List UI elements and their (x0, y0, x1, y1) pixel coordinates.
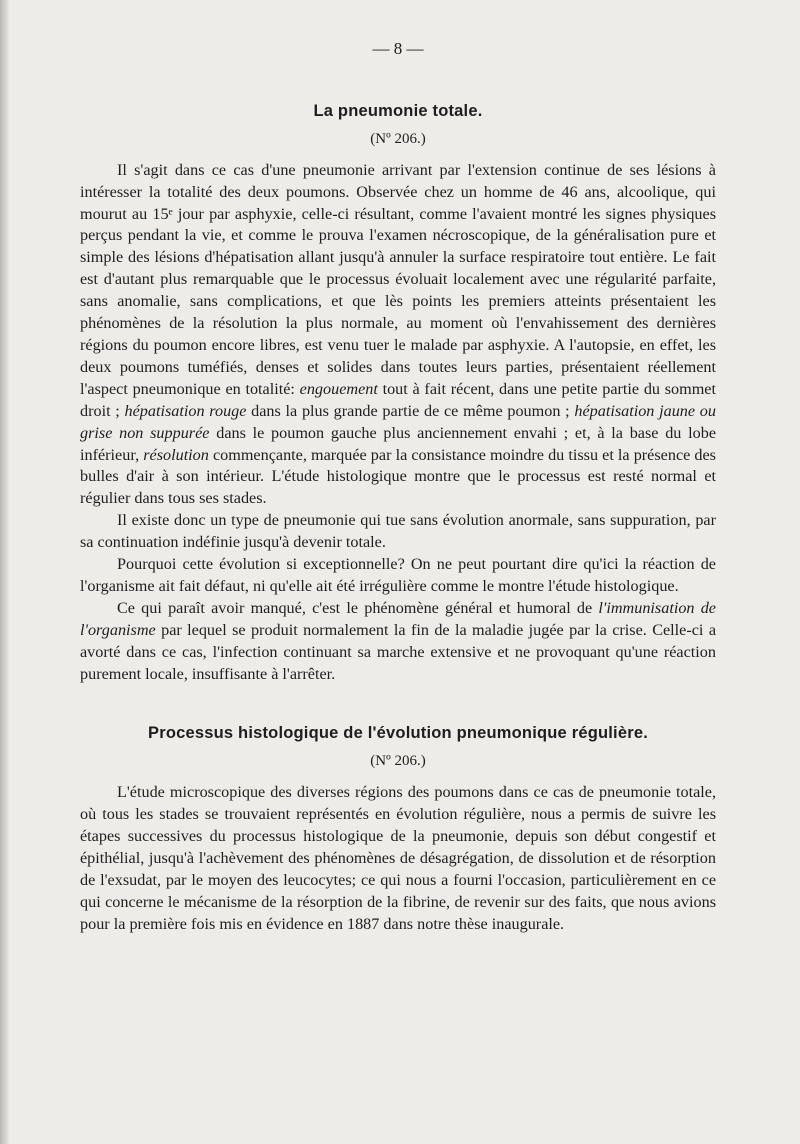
page-number: — 8 — (372, 39, 424, 58)
page-text (80, 38, 716, 936)
paragraph: Ce qui paraît avoir manqué, c'est le phénomène général et humoral de l'immunisation de l'organisme par lequel se produit normalement la fin de la maladie jugée par la crise. Celle-ci a avorté dans ce cas, l'infection continuant sa marche extensive et ne provoquant qu'une réaction purement locale, insuffisante à l'arrêter. (80, 598, 716, 683)
section-spacer (80, 685, 716, 723)
paragraph: Il s'agit dans ce cas d'une pneumonie arrivant par l'extension continue de ses lésions à intéresser la totalité des deux poumons. Observée chez un homme de 46 ans, alcoolique, qui mourut au 15ᵉ jour par asphyxie, celle-ci résultant, comme l'avaient montré les signes physiques perçus pendant la vie, et comme le prouva l'examen nécroscopique, de la généralisation pure et simple des lésions d'hépatisation allant jusqu'à annuler la surface respiratoire tout entière. Le fait est d'autant plus remarquable que le processus évoluait localement avec une régularité parfaite, sans anomalie, sans complications, et que lès points les premiers atteints présentaient les phénomènes de la résolution la plus normale, au moment où l'envahissement des dernières régions du poumon encore libres, est venu tuer le malade par asphyxie. A l'autopsie, en effet, les deux poumons tuméfiés, denses et solides dans toutes leurs parties, présentaient réellement l'aspect pneumonique en totalité: engouement tout à fait récent, dans une petite partie du sommet droit ; hépatisation rouge dans la plus grande partie de ce même poumon ; hépatisation jaune ou grise non suppurée dans le poumon gauche plus anciennement envahi ; et, à la base du lobe inférieur, résolution commençante, marquée par la consistance moindre du tissu et la présence des bulles d'air à son intérieur. L'étude histologique montre que le processus est resté normal et régulier dans tous ses stades. (80, 160, 717, 508)
page-edge-shadow (0, 0, 10, 1144)
section-title: La pneumonie totale. (313, 101, 483, 120)
paragraph: L'étude microscopique des diverses régions des poumons dans ce cas de pneumonie totale, où tous les stades se trouvaient représentés en évolution régulière, nous a permis de suivre les étapes successives du processus histologique de la pneumonie, depuis son début congestif et épithélial, jusqu'à l'achèvement des phénomènes de désagrégation, de dissolution et de résorption de l'exsudat, par le moyen des leucocytes; ce qui nous a fourni l'occasion, particulièrement en ce qui concerne le mécanisme de la résorption de la fibrine, de revenir sur des faits, que nous avions pour la première fois mis en évidence en 1887 dans notre thèse inaugurale. (80, 783, 716, 933)
case-reference: (Nº 206.) (370, 753, 426, 770)
paragraph: Pourquoi cette évolution si exceptionnelle? On ne peut pourtant dire qu'ici la réaction de l'organisme ait fait défaut, ni qu'elle ait été irrégulière comme le montre l'étude histologique. (80, 555, 716, 595)
section-title: Processus histologique de l'évolution pneumonique régulière. (148, 724, 648, 743)
paragraph: Il existe donc un type de pneumonie qui tue sans évolution anormale, sans suppuration, par sa continuation indéfinie jusqu'à devenir totale. (80, 511, 716, 552)
section-processus-histologique (80, 723, 716, 935)
case-reference: (Nº 206.) (370, 130, 426, 147)
section-pneumonie-totale (80, 101, 716, 686)
